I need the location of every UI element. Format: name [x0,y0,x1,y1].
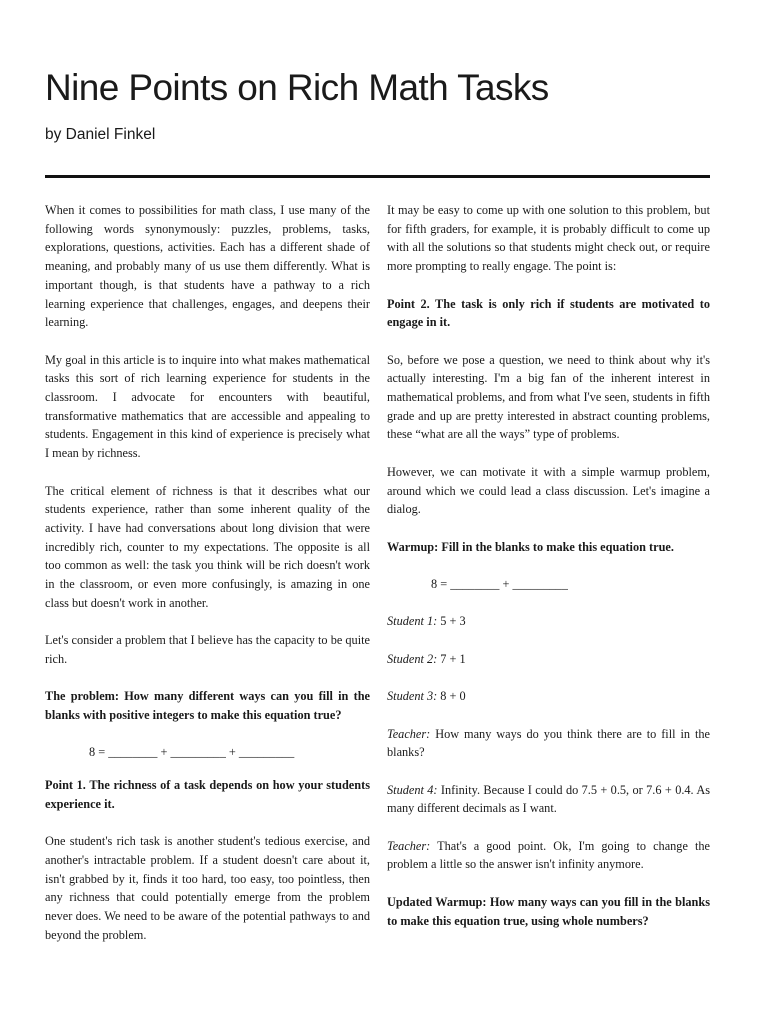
dialog-line [387,837,710,874]
dialog-line [387,650,710,669]
point-2-heading: Point 2. The task is only rich if students are motivated to engage in it. [387,296,710,330]
dialog-speaker: Student 1: [387,614,438,629]
warmup-equation: 8 = ________ + _________ [431,576,568,591]
problem-statement: The problem: How many different ways can you fill in the blanks with positive integers to make this equation true? [45,689,370,722]
paragraph: However, we can motivate it with a simple warmup problem, around which we could lead a class discussion. Let's imagine a dialog. [387,464,710,517]
point-1-heading: Point 1. The richness of a task depends on how your students experience it. [45,778,370,811]
paragraph: It may be easy to come up with one solution to this problem, but for fifth graders, for example, it is probably difficult to come up with all the solutions so that students might check out, or require more prompting to really engage. The point is: [387,203,710,274]
dialog-line [387,781,710,818]
dialog-text: That's a good point. Ok, I'm going to change the problem a little so the answer isn't infinity anymore. [387,838,710,872]
paragraph: Let's consider a problem that I believe has the capacity to be quite rich. [45,633,370,666]
dialog-text: 5 + 3 [437,614,466,629]
dialog-speaker: Student 4: [387,782,438,797]
article-byline: by Daniel Finkel [45,126,156,143]
dialog-text: How many ways do you think there are to fill in the blanks? [387,726,710,760]
dialog-text: 7 + 1 [437,651,466,666]
dialog-text: 8 + 0 [437,689,466,704]
dialog-speaker: Teacher: [387,726,431,741]
warmup-statement: Warmup: Fill in the blanks to make this equation true. [387,539,674,554]
paragraph: One student's rich task is another student's tedious exercise, and another's intractable problem. If a student doesn't care about it, isn't grabbed by it, finds it too hard, too easy, too pointless, then any richness that could potentially emerge from the problem never does. We need to be aware of the potential pathways to and beyond the problem. [45,834,370,942]
dialog-line [387,725,710,762]
left-column [45,201,370,963]
paragraph: So, before we pose a question, we need to think about why it's actually interesting. I'm a big fan of the inherent interest in mathematical problems, and from what I've seen, students in fifth grade and up are pretty interested in abstract counting problems, these “what are all the ways” type of problems. [387,352,710,442]
title-divider [45,175,710,178]
dialog-text: Infinity. Because I could do 7.5 + 0.5, or 7.6 + 0.4. As many different decimals as I want. [387,782,710,816]
right-column [387,201,710,949]
dialog-speaker: Teacher: [387,838,431,853]
paragraph: The critical element of richness is that it describes what our students experience, rather than some inherent quality of the activity. I have had conversations about long division that were incredibly rich, counter to my expectations. The opposite is all too common as well: the task you think will be rich doesn't work in the classroom, or even more confusingly, is amazing in one class but doesn't work in another. [45,483,370,610]
problem-equation: 8 = ________ + _________ + _________ [89,745,295,760]
dialog-speaker: Student 3: [387,689,438,704]
dialog-line [387,687,710,706]
dialog-line [387,612,710,631]
article-title: Nine Points on Rich Math Tasks [45,67,549,108]
dialog-speaker: Student 2: [387,651,438,666]
paragraph: When it comes to possibilities for math class, I use many of the following words synonymously: puzzles, problems, tasks, explorations, questions, activities. Each has a different shade of meaning, and probably many of us use them differently. What is important though, is that students have a pathway to a rich learning experience that challenges, engages, and deepens their learning. [45,203,370,330]
paragraph: My goal in this article is to inquire into what makes mathematical tasks this sort of rich learning experience for students in the classroom. I advocate for encounters with beautiful, transformative mathematics that are accessible and appealing to students. Engagement in this kind of experience is precisely what I mean by richness. [45,352,370,461]
updated-warmup-statement: Updated Warmup: How many ways can you fill in the blanks to make this equation true, using whole numbers? [387,894,710,928]
